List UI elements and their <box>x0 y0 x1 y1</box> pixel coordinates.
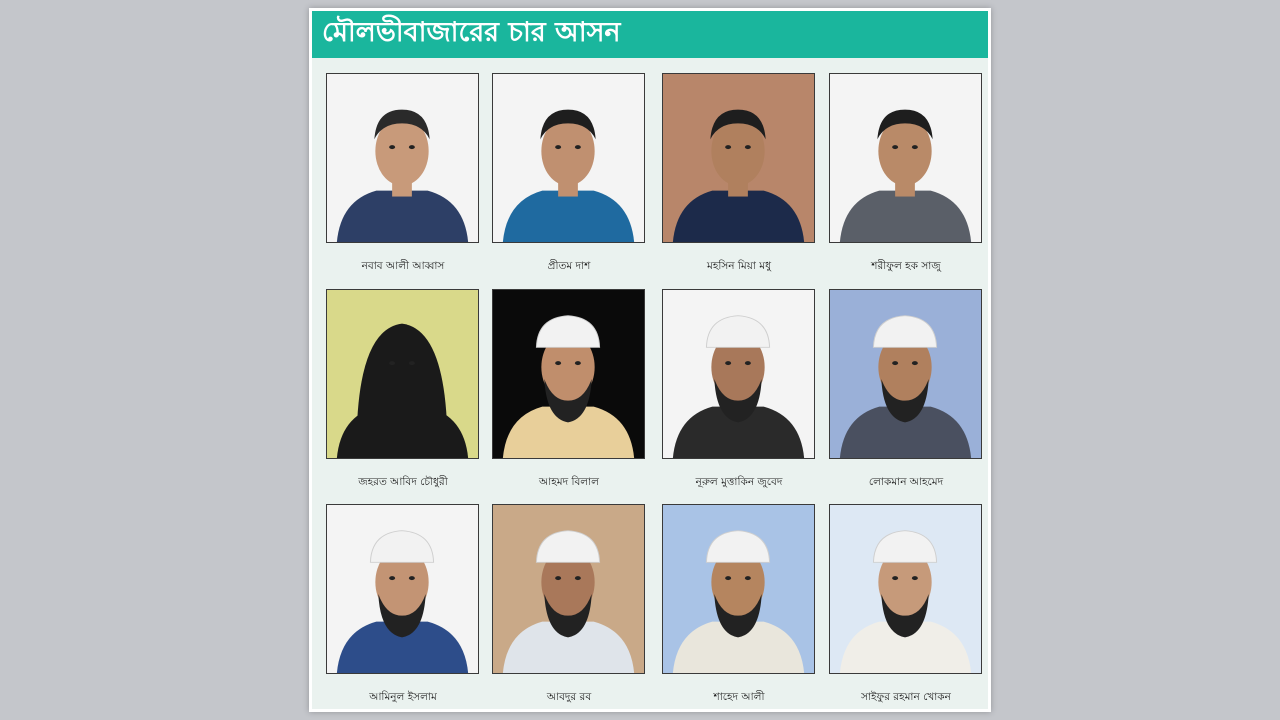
candidate-name: নবাব আলী আব্বাস <box>361 260 445 272</box>
candidate-photo <box>492 504 645 674</box>
candidate-photo <box>829 504 982 674</box>
candidate-photo <box>492 289 645 459</box>
candidate-name: সাইফুর রহমান খোকন <box>861 691 951 703</box>
title-bar <box>312 11 988 58</box>
candidate-photo <box>829 73 982 243</box>
portrait-figure <box>830 74 981 242</box>
candidate-name: আবদুর রব <box>546 691 592 703</box>
candidate-name: আমিনুল ইসলাম <box>369 691 437 703</box>
candidate-photo <box>326 73 479 243</box>
candidate-name: শরীফুল হক সাজু <box>871 260 941 272</box>
candidate-name: লোকমান আহমেদ <box>868 476 944 488</box>
portrait-figure <box>493 505 644 673</box>
portrait-figure <box>663 505 814 673</box>
portrait-figure <box>830 290 981 458</box>
portrait-figure <box>493 290 644 458</box>
candidate-photo <box>662 73 815 243</box>
portrait-figure <box>327 74 478 242</box>
candidate-name: জহরত আবিদ চৌধুরী <box>358 476 448 488</box>
candidate-name: শাহেদ আলী <box>713 691 765 703</box>
candidate-photo <box>829 289 982 459</box>
candidate-name: মহসিন মিয়া মধু <box>706 260 771 272</box>
candidate-photo <box>492 73 645 243</box>
candidate-photo <box>662 289 815 459</box>
candidate-name: নূরুল মুত্তাকিন জুবেদ <box>695 476 783 488</box>
candidate-photo <box>326 504 479 674</box>
portrait-figure <box>663 290 814 458</box>
candidate-photo <box>326 289 479 459</box>
portrait-figure <box>327 290 478 458</box>
candidate-name: আহমদ বিলাল <box>539 476 599 488</box>
portrait-figure <box>663 74 814 242</box>
candidate-name: প্রীতম দাশ <box>547 260 591 272</box>
portrait-figure <box>493 74 644 242</box>
candidate-photo <box>662 504 815 674</box>
portrait-figure <box>327 505 478 673</box>
graphic-title: মৌলভীবাজারের চার আসন <box>322 17 621 48</box>
portrait-figure <box>830 505 981 673</box>
news-graphic-card <box>309 8 991 712</box>
